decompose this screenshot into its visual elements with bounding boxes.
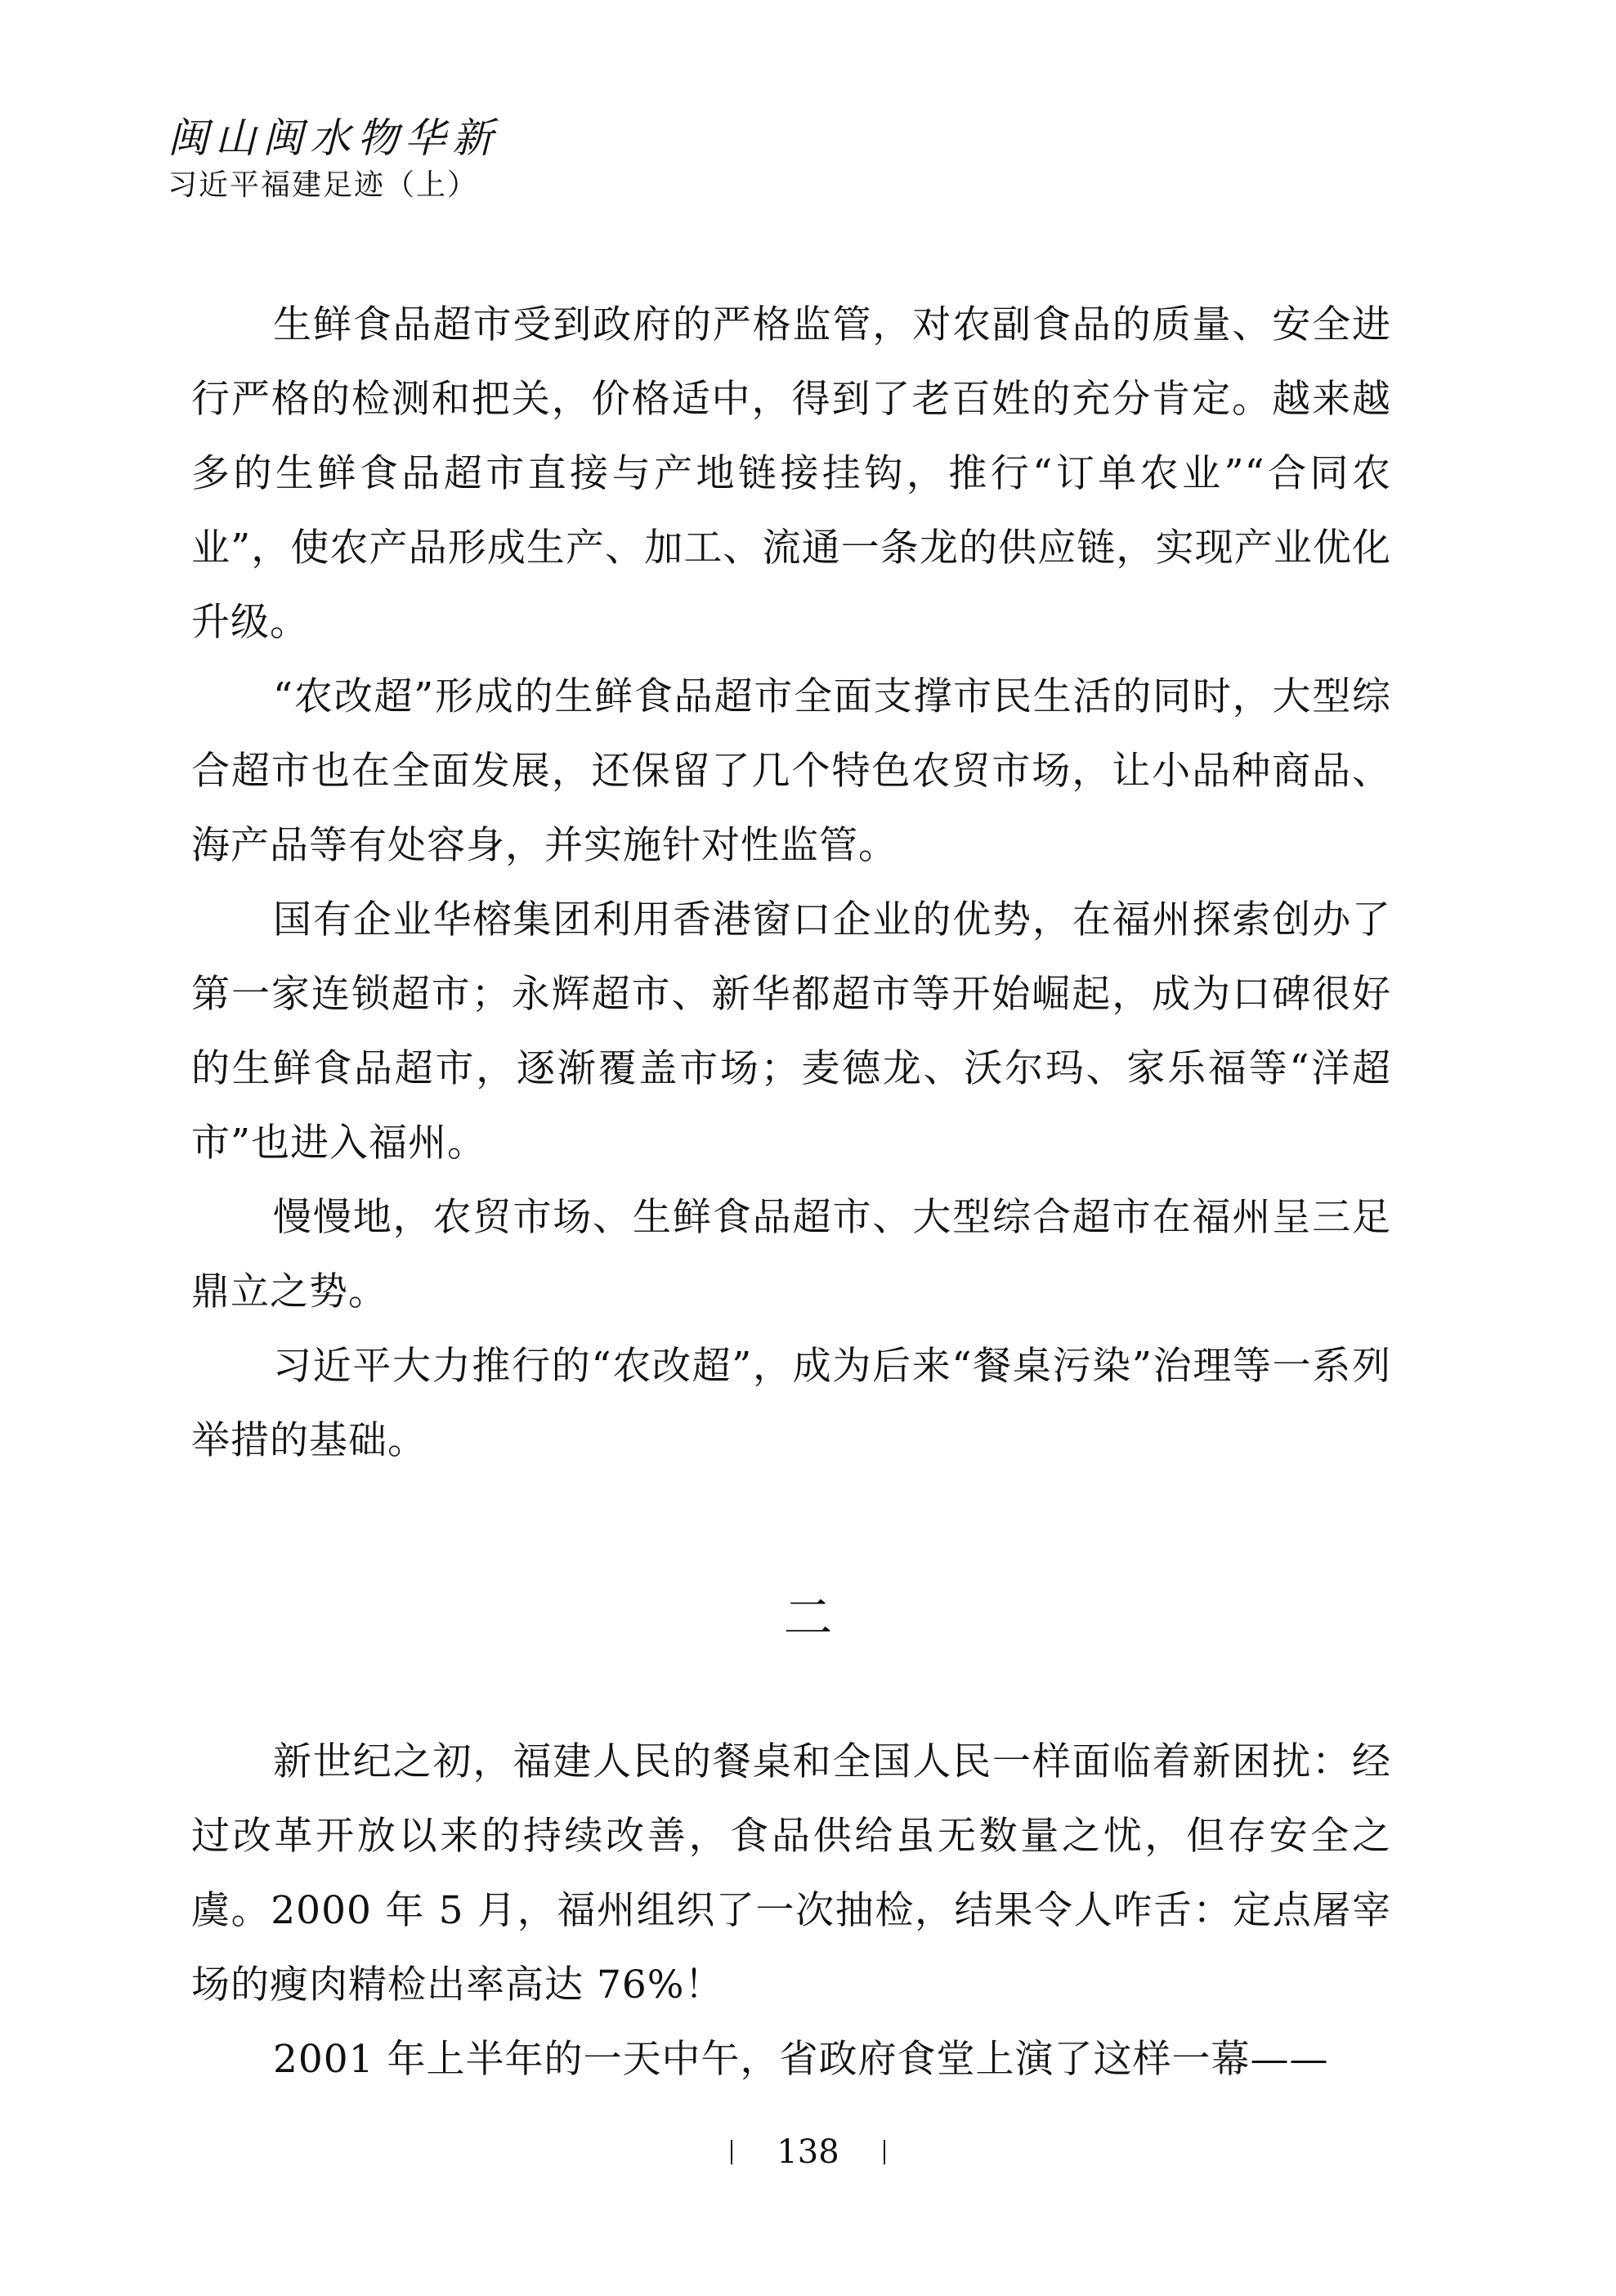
paragraph: 新世纪之初，福建人民的餐桌和全国人民一样面临着新困扰：经过改革开放以来的持续改善，食品供给虽无数量之忧，但存安全之虞。2000 年 5 月，福州组织了一次抽检，结果令人咋舌：定点屠宰场的瘦肉精检出率高达 76%！	[191, 1739, 1391, 2007]
paragraph: “农改超”形成的生鲜食品超市全面支撑市民生活的同时，大型综合超市也在全面发展，还保留了几个特色农贸市场，让小品种商品、海产品等有处容身，并实施针对性监管。	[191, 674, 1391, 868]
page-number: 138	[777, 2133, 839, 2171]
paragraph: 习近平大力推行的“农改超”，成为后来“餐桌污染”治理等一系列举措的基础。	[191, 1344, 1391, 1463]
section-number: 二	[783, 1590, 833, 1647]
paragraph: 国有企业华榕集团利用香港窗口企业的优势，在福州探索创办了第一家连锁超市；永辉超市、新华都超市等开始崛起，成为口碑很好的生鲜食品超市，逐渐覆盖市场；麦德龙、沃尔玛、家乐福等“洋超市”也进入福州。	[191, 897, 1391, 1166]
page-footer	[0, 2129, 1616, 2173]
paragraph: 2001 年上半年的一天中午，省政府食堂上演了这样一幕——	[273, 2037, 1329, 2082]
book-subtitle: 习近平福建足迹（上）	[168, 168, 479, 202]
footer-rule-left	[731, 2140, 732, 2164]
paragraph: 生鲜食品超市受到政府的严格监管，对农副食品的质量、安全进行严格的检测和把关，价格适中，得到了老百姓的充分肯定。越来越多的生鲜食品超市直接与产地链接挂钩，推行“订单农业”“合同农业”，使农产品形成生产、加工、流通一条龙的供应链，实现产业优化升级。	[191, 302, 1391, 645]
running-header	[168, 113, 903, 206]
body-text-top	[191, 288, 1391, 1478]
paragraph: 慢慢地，农贸市场、生鲜食品超市、大型综合超市在福州呈三足鼎立之势。	[191, 1195, 1391, 1314]
book-title: 闽山闽水物华新	[168, 114, 499, 162]
body-text-bottom	[191, 1725, 1391, 2097]
footer-rule-right	[884, 2140, 885, 2164]
